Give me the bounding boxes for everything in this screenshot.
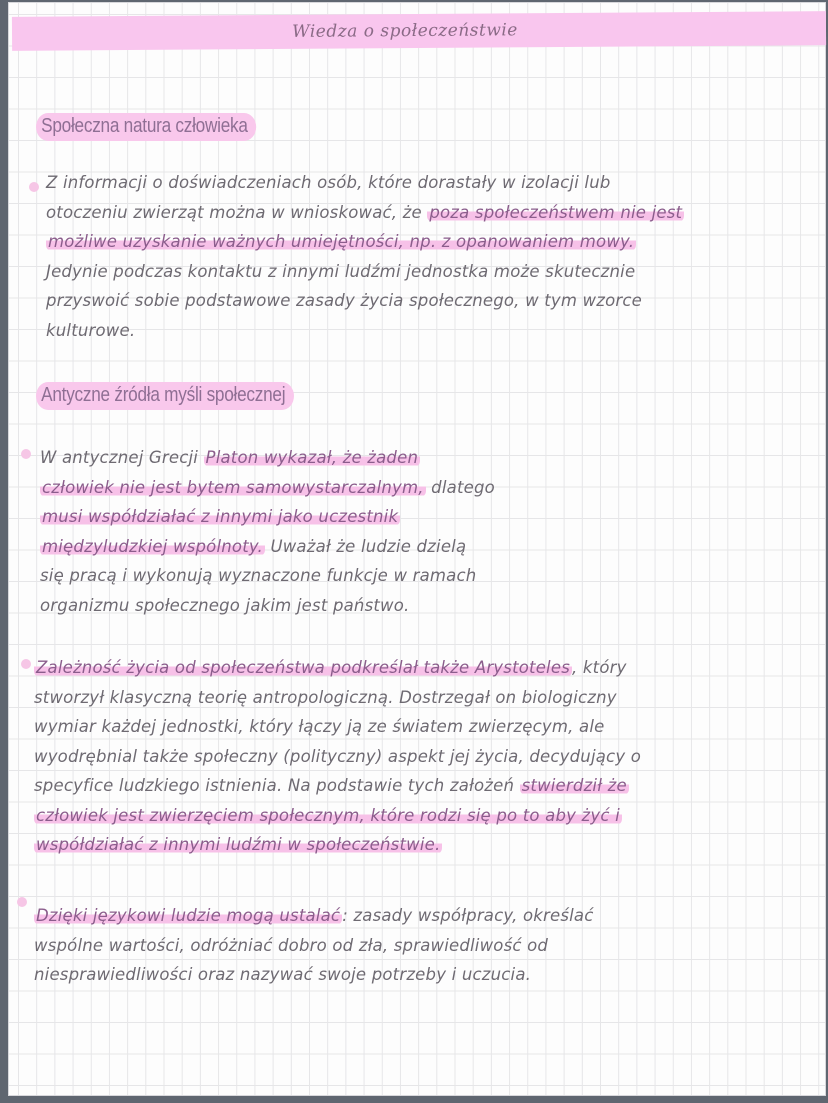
text-line [40,473,495,503]
body-text: Uważał że ludzie dzielą [265,536,467,556]
notebook-page [8,2,826,1096]
text-line [46,316,684,346]
text-line [34,801,641,831]
body-text: wyodrębnial także społeczny (polityczny) aspekt jej życia, decydujący o [34,746,642,766]
body-text: W antycznej Grecji [40,448,204,467]
highlighted-text: międzyludzkiej wspólnoty. [42,536,263,556]
body-text: przyswoić sobie podstawowe zasady życia społecznego, w tym wzorce [46,291,643,310]
text-line [46,168,684,198]
highlighted-text: stwierdził że [521,776,627,795]
text-line [40,532,495,562]
text-line [46,286,684,316]
highlighted-text: Zależność życia od społeczeństwa podkreślał także Arystoteles [36,658,570,677]
body-text: Z informacji o doświadczeniach osób, które dorastały w izolacji lub [46,173,611,192]
text-line [40,502,495,532]
title-banner [12,11,826,51]
body-text: otoczeniu zwierząt można w wnioskować, że [46,202,428,222]
bullet-icon [21,449,31,459]
text-line [34,742,641,772]
highlighted-text: Dzięki językowi ludzie mogą ustalać [36,906,341,925]
body-text: organizmu społecznego jakim jest państwo. [40,595,410,615]
highlighted-text: musi współdziałać z innymi jako uczestnik [42,507,399,526]
highlighted-text: człowiek jest zwierzęciem społecznym, które rodzi się po to aby żyć i [36,805,620,825]
body-text: : zasady współpracy, określać [342,906,594,925]
body-text: wspólne wartości, odróżniać dobro od zła, sprawiedliwość od [34,935,549,955]
text-line [46,227,684,257]
body-text: się pracą i wykonują wyznaczone funkcje w ramach [40,566,477,585]
text-line [46,198,684,228]
text-line [46,257,684,287]
highlighted-text: człowiek nie jest bytem samowystarczalnym, [42,477,424,497]
highlighted-text: Platon wykazał, że żaden [205,448,419,467]
paragraph [34,901,594,990]
body-text: , który [572,658,627,677]
bullet-icon [29,182,39,192]
text-line [34,931,594,961]
section-heading-ancient-sources: Antyczne źródła myśli społecznej [36,382,294,410]
text-line [40,561,495,591]
text-line [34,683,641,713]
text-line [34,712,641,742]
bullet-icon [21,659,31,669]
paragraph [46,168,684,345]
text-line [40,443,495,473]
body-text: stworzył klasyczną teorię antropologiczną. Dostrzegał on biologiczny [34,687,617,707]
text-line [40,591,495,621]
body-text: dlatego [425,477,495,497]
section-heading-social-nature: Społeczna natura człowieka [36,113,256,141]
body-text: Jedynie podczas kontaktu z innymi ludźmi jednostka może skutecznie [46,261,636,281]
highlighted-text: współdziałać z innymi ludźmi w społeczeństwie. [36,835,441,854]
page-title: Wiedza o społeczeństwie [292,20,518,42]
body-text: niesprawiedliwości oraz nazywać swoje potrzeby i uczucia. [34,965,532,984]
body-text: kulturowe. [46,320,136,340]
text-line [34,901,594,931]
text-line [34,653,641,683]
text-line [34,771,641,801]
paragraph [40,443,495,620]
text-line [34,830,641,860]
highlighted-text: poza społeczeństwem nie jest [429,202,683,222]
bullet-icon [17,897,27,907]
body-text: specyfice ludzkiego istnienia. Na podstawie tych założeń [34,776,520,795]
paragraph [34,653,641,860]
highlighted-text: możliwe uzyskanie ważnych umiejętności, np. z opanowaniem mowy. [48,232,635,251]
text-line [34,960,594,990]
body-text: wymiar każdej jednostki, który łączy ją ze światem zwierzęcym, ale [34,717,605,736]
